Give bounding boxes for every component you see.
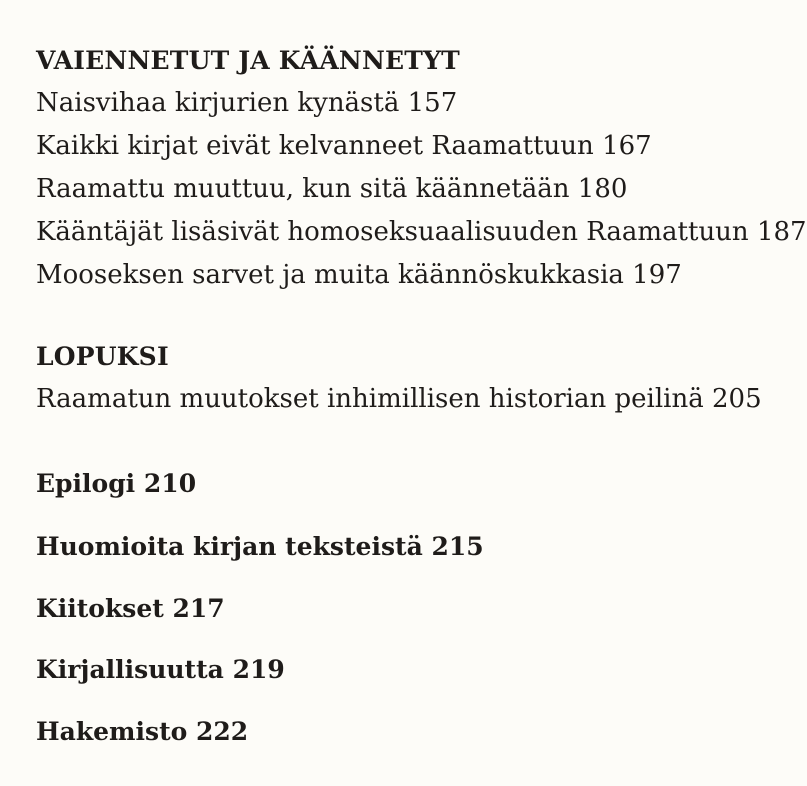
toc-entry-title: Mooseksen sarvet ja muita käännöskukkasia [36, 260, 624, 290]
toc-entry-page: 205 [712, 384, 762, 414]
back-matter-entry [36, 469, 196, 498]
toc-entry-title: Kaikki kirjat eivät kelvanneet Raamattuun [36, 131, 594, 161]
back-matter-title: Epilogi [36, 469, 136, 498]
back-matter-title: Kirjallisuutta [36, 655, 224, 684]
toc-entry-title: Raamatun muutokset inhimillisen historian peilinä [36, 384, 704, 414]
toc-entry-page: 187 [756, 217, 807, 247]
back-matter-title: Hakemisto [36, 717, 188, 746]
back-matter-page: 210 [143, 469, 197, 498]
back-matter-page: 222 [196, 717, 249, 746]
toc-entry-page: 197 [632, 260, 682, 290]
section-heading: LOPUKSI [36, 342, 169, 371]
toc-entry [36, 174, 627, 204]
back-matter-page: 215 [431, 532, 484, 561]
toc-entry-title: Naisvihaa kirjurien kynästä [36, 88, 400, 118]
back-matter-entry [36, 594, 225, 623]
toc-entry [36, 131, 652, 161]
back-matter-title: Kiitokset [36, 594, 164, 623]
back-matter-entry [36, 717, 248, 746]
toc-entry-page: 157 [407, 88, 458, 118]
toc-entry [36, 260, 682, 290]
back-matter-title: Huomioita kirjan teksteistä [36, 532, 423, 561]
toc-entry-title: Raamattu muuttuu, kun sitä käännetään [36, 174, 570, 204]
toc-entry [36, 217, 807, 247]
toc-entry-page: 180 [577, 174, 628, 204]
section-heading: VAIENNETUT JA KÄÄNNETYT [36, 46, 460, 75]
back-matter-entry [36, 532, 484, 561]
back-matter-entry [36, 655, 285, 684]
toc-entry [36, 384, 762, 414]
back-matter-page: 219 [232, 655, 285, 684]
toc-entry-page: 167 [602, 131, 652, 161]
toc-entry-title: Kääntäjät lisäsivät homoseksuaalisuuden Raamattuun [36, 217, 749, 247]
toc-entry [36, 88, 457, 118]
back-matter-page: 217 [172, 594, 225, 623]
